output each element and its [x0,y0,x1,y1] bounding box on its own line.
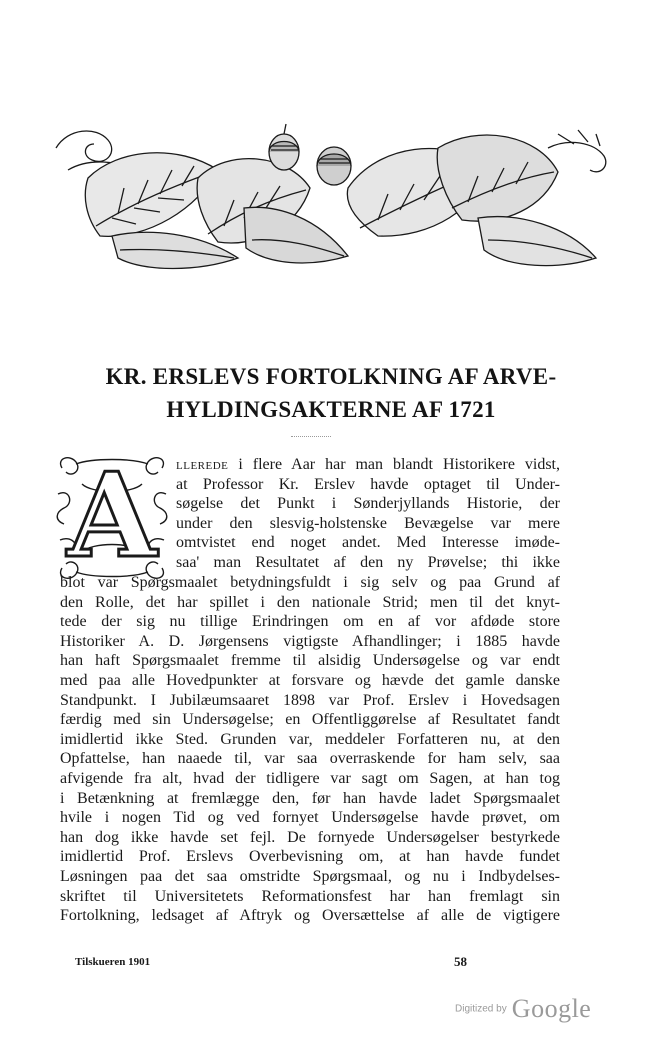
text-line: afvigende fra alt, hvad der tidligere var sagt om Sagen, at han tog [60,769,560,787]
text-line: i Betænkning at fremlægge den, før han havde ladet Spørgsmaalet [60,789,560,807]
text-line: imidlertid Prof. Erslevs Overbevisning om, at han havde fundet [60,848,560,866]
drop-cap-ornament [52,448,172,584]
text-line: saa' man Resultatet af den ny Prøvelse; thi ikke [176,553,560,571]
text-line: tede der sig nu tillige Erindringen om en af vor afdøde store [60,613,560,631]
google-watermark [455,994,591,1024]
leaf-acorn-vignette [48,108,614,278]
title-line-1: KR. ERSLEVS FORTOLKNING AF ARVE- [105,364,557,389]
text-line: Opfattelse, han naaede til, var saa overraskende for ham selv, saa [60,750,560,768]
journal-footer: Tilskueren 1901 [75,956,151,968]
drop-cap-letter: A [66,448,157,584]
text-line: han haft Spørgsmaalet fremme til alsidig Undersøgelse og var endt [60,652,560,670]
text-line: skriftet til Universitetets Reformationsfest har han fremlagt sin [60,887,560,905]
text-line: han dog ikke havde set fejl. De fornyede Undersøgelser bestyrkede [60,828,560,846]
paragraph-body [60,573,560,926]
text-line: blot var Spørgsmaalet betydningsfuldt i sig selv og paa Grund af [60,574,560,591]
text-line: Løsningen paa det saa omstridte Spørgsmaal, og nu i Indbydelses- [60,867,560,885]
page-number: 58 [454,954,467,969]
text-line: at Professor Kr. Erslev havde optaget til Under- [176,475,560,493]
text-line: omtvistet end noget andet. Med Interesse imøde- [176,534,560,552]
text-line: den Rolle, det har spillet i den nationale Strid; men til det knyt- [60,593,560,611]
article-title [60,360,602,426]
digitized-by-label: Digitized by [455,1003,507,1015]
text-line: Standpunkt. I Jubilæumsaaret 1898 var Prof. Erslev i Hovedsagen [60,691,560,709]
text-line-segment: i flere Aar har man blandt Historikere vidst, [228,456,560,473]
text-line: hvile i nogen Tid og ved fornyet Undersøgelse havde prøvet, om [60,809,560,827]
paragraph-opening [176,455,560,573]
text-line: færdig med sin Undersøgelse; en Offentliggørelse af Resultatet fandt [60,711,560,729]
text-line: med paa alle Hovedpunkter at forsvare og hævde det gamle danske [60,671,560,689]
title-line-2: HYLDINGSAKTERNE AF 1721 [166,397,496,422]
text-line: søgelse det Punkt i Sønderjyllands Historie, der [176,495,560,513]
google-logo: Google [511,994,592,1023]
text-line: imidlertid ikke Sted. Grunden var, meddeler Forfatteren nu, at den [60,730,560,748]
text-line [176,455,560,475]
title-divider [291,436,331,437]
lead-word: llerede [176,456,229,473]
text-line: Historiker A. D. Jørgensens vigtigste Afhandlinger; i 1885 havde [60,632,560,650]
text-line: under den slesvig-holstenske Bevægelse var mere [176,514,560,532]
text-line: Fortolkning, ledsaget af Aftryk og Oversættelse af alle de vigtigere [60,907,560,925]
